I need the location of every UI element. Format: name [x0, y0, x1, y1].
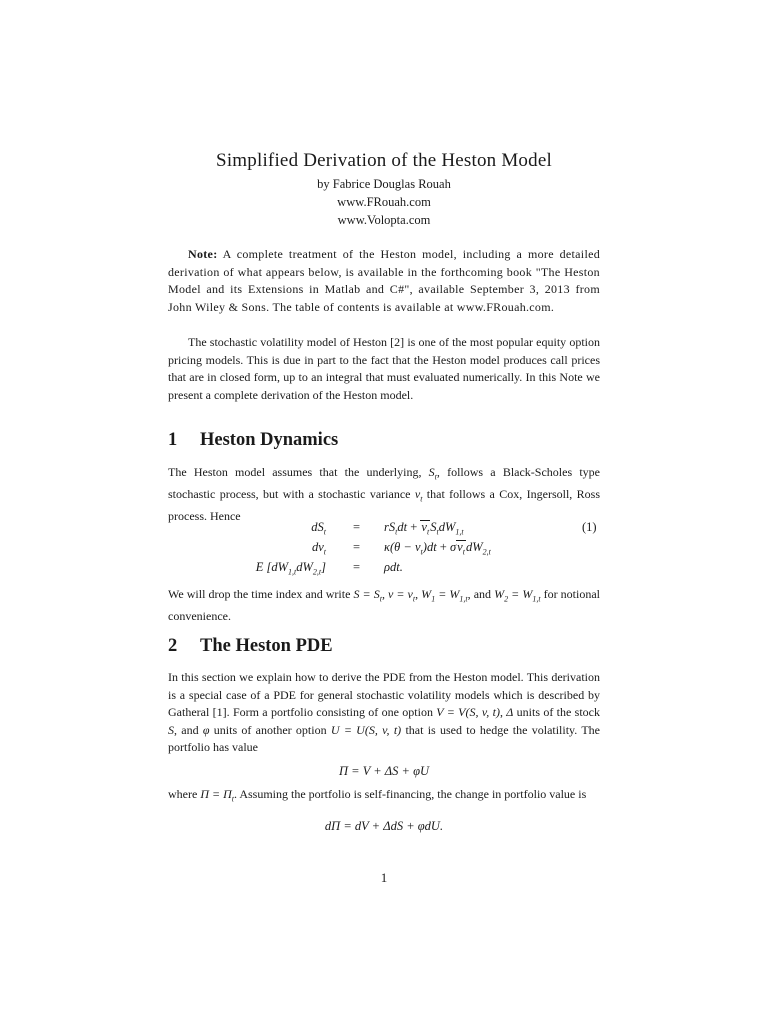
note-label: Note:: [188, 247, 218, 261]
math-notation-2: $W_2 = W_{1,t}$: [494, 587, 541, 604]
note-text: A complete treatment of the Heston model, including a more detailed derivation of what appears below, is available in the forthcoming book "The Heston Model and its Extensions in Matlab and C#", available September 3, 2013 from John Wiley & Sons. The table of contents is available at www.FRouah.com.: [168, 247, 601, 314]
intro-paragraph: The stochastic volatility model of Heston [2] is one of the most popular equity option pricing models. This is due in part to the fact that the Heston model produces call prices that are in closed form, up to an integral that must evaluated numerically. In this Note we present a complete derivation of the Heston model.: [168, 335, 600, 402]
math-delta: Δ: [506, 705, 514, 719]
section-1-title: Heston Dynamics: [200, 430, 339, 450]
s1-after-a: We will drop the time index and write: [168, 587, 354, 601]
portfolio-change-equation: dΠ = dV + ΔdS + φdU.: [324, 819, 444, 833]
s2-text-b: units of the stock: [513, 705, 600, 719]
s1-after-c: for notional convenience.: [168, 587, 600, 623]
math-U: U = U(S, v, t): [330, 722, 402, 737]
website-link-2[interactable]: www.Volopta.com: [337, 213, 431, 227]
self-financing-paragraph: [168, 786, 600, 808]
paper-page: Simplified Derivation of the Heston Model by Fabrice Douglas Rouah www.FRouah.com www.Volopta.com Note: A complete treatment of the Heston model, including a more detailed derivation of what appears below, is available in the forthcoming book "The Heston Model and its Extensions in Matlab and C#", available September 3, 2013 from John Wiley & Sons. The table of contents is available at www.FRouah.com. The stochastic volatility model of Heston [2] is one of the most popular equity option pricing models. This is due in part to the fact that the Heston model produces call prices that are in closed form, up to an integral that must evaluated numerically. In this Note we present a complete derivation of the Heston model. 1 Heston Dynamics The Heston model assumes that the underlying, $S_t$, follows a Black-Scholes type stochastic process, but with a stochastic variance $v_t$ that follows a Cox, Ingersoll, Ross process. Hence $dS_t$ = $rS_tdt + v_tS_tdW_{1,t}$ (1) $dv_t$ = $\kappa(\theta - v_t)dt + \sigma v_tdW_{2,t}$ E $[dW_{1,t}dW_{2,t}]$ = ρdt. We will drop the time index and write $S = S_t$, $v = v_t$, $W_1 = W_{1,t}$, and $W_2 = W_{1,t}$ for notional convenience. 2 The Heston PDE In this section we explain how to derive the PDE from the Heston model. This derivation is a special case of a PDE for general stochastic volatility models which is described by Gatheral [1]. Form a portfolio consisting of one option V = V(S, v, t), Δ units of the stock S, and φ units of another option U = U(S, v, t) that is used to hedge the volatility. The portfolio has value Π = V + ΔS + φU where $\Pi = \Pi_t$. Assuming the portfolio is self-financing, the change in portfolio value is dΠ = dV + ΔdS + φdU. 1: [0, 0, 768, 1024]
s2-text-a: In this section we explain how to derive the PDE from the Heston model. This derivation is a special case of a PDE for general stochastic volatility models which is described by Gatheral [1]. Form a portfolio consisting of one option: [168, 670, 600, 719]
paper-title: Simplified Derivation of the Heston Model: [216, 150, 552, 171]
math-phi: φ: [202, 722, 210, 737]
equation-number: (1): [582, 520, 597, 534]
math-S: S: [168, 722, 174, 737]
section-2-paragraph: In this section we explain how to derive the PDE from the Heston model. This derivation is a special case of a PDE for general stochastic volatility models which is described by Gatheral [1]. Form a portfolio consisting of one option V = V(S, v, t), Δ units of the stock S, and φ units of another option U = U(S, v, t) that is used to hedge the volatility. The portfolio has value: [168, 670, 600, 754]
s1-text-b: , follows a Black-Scholes type stochastic process, but with a stochastic variance: [168, 465, 600, 501]
notation-paragraph: [168, 586, 600, 625]
math-vt: $v_t$: [414, 486, 423, 504]
section-2-title: The Heston PDE: [200, 636, 333, 656]
page-number: 1: [380, 870, 388, 885]
section-1-paragraph: [168, 464, 600, 525]
s2-text-e: that is used to hedge the volatility. The portfolio has value: [168, 722, 600, 754]
website-link-1[interactable]: www.FRouah.com: [337, 195, 431, 209]
s2-text-d: units of another option: [209, 722, 331, 737]
author-line: by Fabrice Douglas Rouah: [317, 177, 451, 191]
portfolio-value-equation: Π = V + ΔS + φU: [338, 764, 430, 778]
s2-where-a: where: [168, 787, 201, 801]
s1-after-b: , and: [467, 587, 495, 601]
math-Pi: $\Pi = \Pi_t$: [200, 787, 234, 804]
section-2-heading: [168, 636, 333, 657]
math-V: V = V(S, v, t): [436, 705, 500, 719]
section-2-number: 2: [168, 636, 178, 656]
s2-text-c: , and: [174, 722, 203, 737]
s2-where-b: . Assuming the portfolio is self-financing, the change in portfolio value is: [234, 787, 587, 801]
section-1-number: 1: [168, 430, 178, 450]
s1-text-c: that follows a Cox, Ingersoll, Ross process. Hence: [168, 486, 600, 523]
section-1-heading: [168, 430, 338, 451]
s1-text-a: The Heston model assumes that the underlying,: [168, 465, 429, 479]
math-St: $S_t$: [428, 465, 437, 482]
note-paragraph: [168, 246, 600, 316]
math-notation-1: $S = S_t$, $v = v_t$, $W_1 = W_{1,t}$: [353, 587, 468, 604]
